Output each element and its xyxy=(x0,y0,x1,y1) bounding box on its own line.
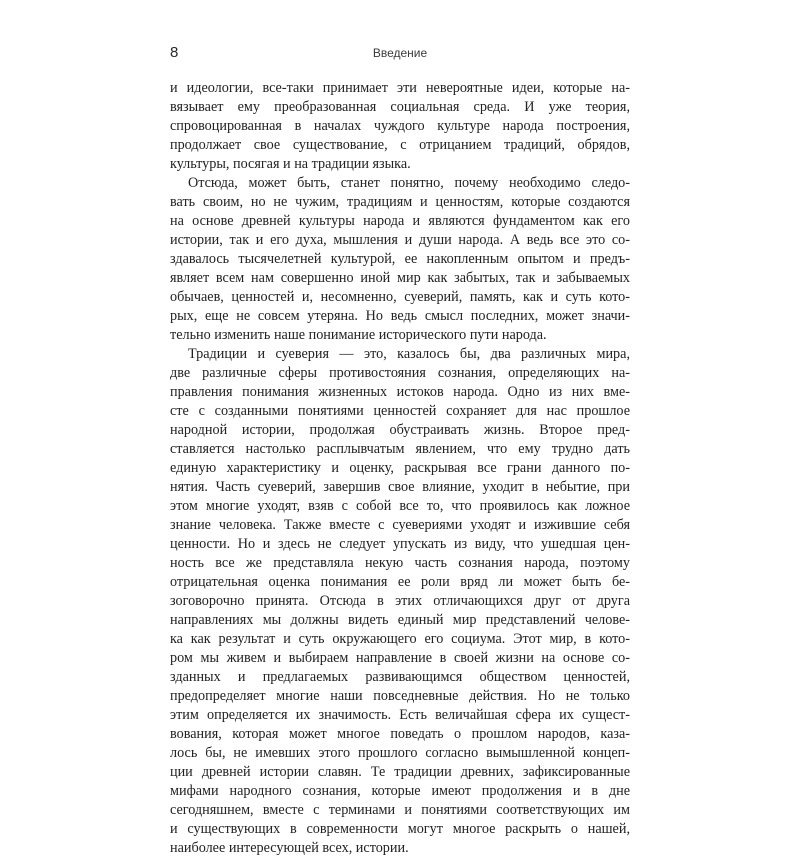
section-title: Введение xyxy=(372,46,428,60)
text-line: народной истории, продолжая обустраивать жизнь. Второе пред- xyxy=(170,422,630,438)
text-line: вязывает ему преобразованная социальная среда. И уже теория, xyxy=(170,99,630,115)
text-line: ность все же представляла некую часть сознания народа, поэтому xyxy=(170,555,630,571)
text-line: обычаев, ценностей и, несомненно, суеверий, память, как и суть кото- xyxy=(170,289,630,305)
page-number: 8 xyxy=(170,44,179,61)
text-line: единую характеристику и оценку, раскрывая все грани данного по- xyxy=(170,460,630,476)
running-head xyxy=(170,44,630,64)
text-line: вать своим, но не чужим, традициям и ценностям, которые создаются xyxy=(170,194,630,210)
text-line: лось бы, не имевших этого прошлого согласно вымышленной концеп- xyxy=(170,745,630,761)
text-line: этим определяется их значимость. Есть величайшая сфера их сущест- xyxy=(170,707,630,723)
text-line: продолжает свое существование, с отрицанием традиций, обрядов, xyxy=(170,137,630,153)
text-line: и идеологии, все-таки принимает эти невероятные идеи, которые на- xyxy=(170,80,630,96)
text-line: две различные сферы противостояния сознания, определяющих на- xyxy=(170,365,630,381)
text-line: ка как результат и суть окружающего его социума. Этот мир, в кото- xyxy=(170,631,630,647)
text-line: предопределяет многие наши повседневные действия. Но не только xyxy=(170,688,630,704)
text-line: сегодняшнем, вместе с терминами и понятиями соответствующих им xyxy=(170,802,630,818)
text-line: спровоцированная в началах чуждого культуре народа построения, xyxy=(170,118,630,134)
text-line: истории, так и его духа, мышления и души народа. А ведь все это со- xyxy=(170,232,630,248)
text-line: и существующих в современности могут многое раскрыть о нашей, xyxy=(170,821,630,837)
text-line: тельно изменить наше понимание исторического пути народа. xyxy=(170,327,547,343)
text-line: зоговорочно принята. Отсюда в этих отличающихся друг от друга xyxy=(170,593,630,609)
text-line: рых, еще не совсем утеряна. Но ведь смысл последних, может значи- xyxy=(170,308,630,324)
text-line: правления понимания жизненных истоков народа. Одно из них вме- xyxy=(170,384,630,400)
text-line: являет всем нам совершенно иной мир как забытых, так и забываемых xyxy=(170,270,630,286)
text-line: мифами народного сознания, которые имеют продолжения и в дне xyxy=(170,783,630,799)
text-line: ставляется настолько расплывчатым явлением, что ему трудно дать xyxy=(170,441,630,457)
text-line: нятия. Часть суеверий, завершив свое влияние, уходит в небытие, при xyxy=(170,479,630,495)
text-line: Отсюда, может быть, станет понятно, почему необходимо следо- xyxy=(188,175,630,191)
text-line: знание человека. Также вместе с суевериями уходят и изжившие себя xyxy=(170,517,630,533)
text-line: ценности. Но и здесь не следует упускать из виду, что ушедшая цен- xyxy=(170,536,630,552)
text-line: зданных и предлагаемых развивающимся обществом ценностей, xyxy=(170,669,630,685)
text-line: направлениях мы должны видеть единый мир представлений челове- xyxy=(170,612,630,628)
text-line: вования, которая может многое поведать о прошлом народов, каза- xyxy=(170,726,630,742)
text-line: отрицательная оценка понимания ее роли вряд ли может быть бе- xyxy=(170,574,630,590)
text-line: сте с созданными понятиями ценностей сохраняет для нас прошлое xyxy=(170,403,630,419)
text-line: ром мы живем и выбираем направление в своей жизни на основе со- xyxy=(170,650,630,666)
text-line: наиболее интересующей всех, истории. xyxy=(170,840,409,856)
text-line: Традиции и суеверия — это, казалось бы, два различных мира, xyxy=(188,346,630,362)
text-line: на основе древней культуры народа и являются фундаментом как его xyxy=(170,213,630,229)
paragraph xyxy=(170,79,630,174)
text-line: ции древней истории славян. Те традиции древних, зафиксированные xyxy=(170,764,630,780)
body-text xyxy=(170,79,630,858)
text-line: здавалось тысячелетней культурой, ее накопленным опытом и предъ- xyxy=(170,251,630,267)
text-line: этом многие уходят, взяв с собой все то, что проявилось как ложное xyxy=(170,498,630,514)
paragraph xyxy=(170,174,630,345)
text-line: культуры, посягая и на традиции языка. xyxy=(170,156,411,172)
paragraph xyxy=(170,345,630,858)
